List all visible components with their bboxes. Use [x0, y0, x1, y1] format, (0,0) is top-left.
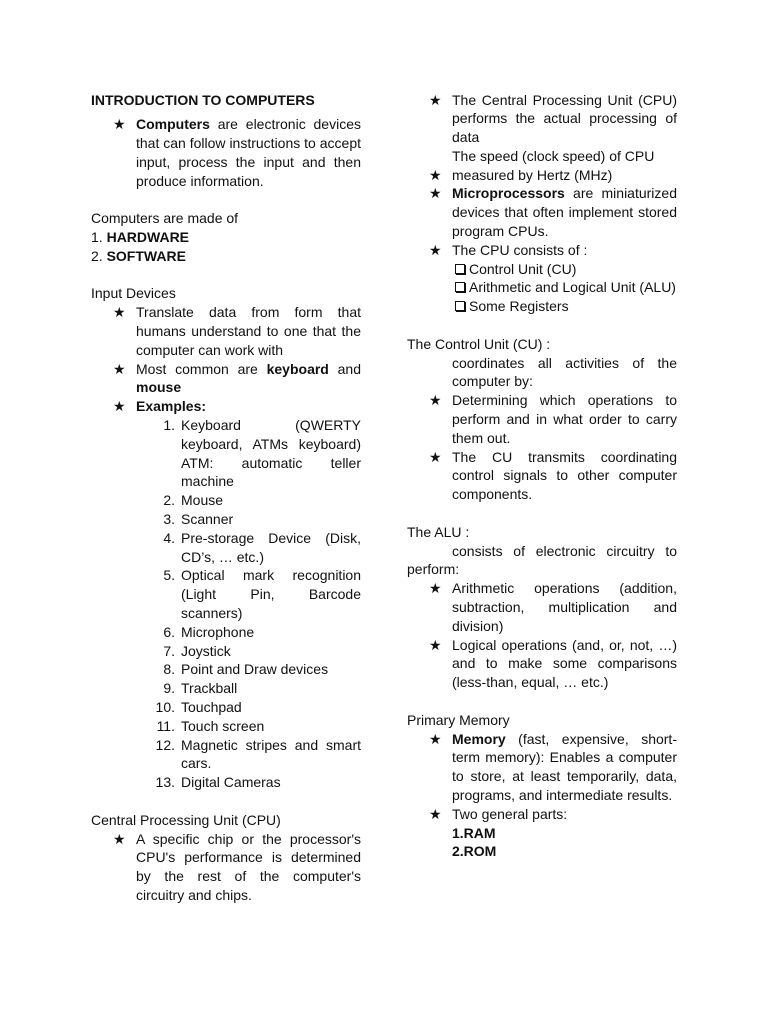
list-item: 12. Magnetic stripes and smart cars.: [155, 736, 361, 772]
star-icon: ★: [429, 91, 442, 108]
cu-heading: The Control Unit (CU) :: [407, 335, 551, 352]
star-icon: ★: [113, 116, 126, 133]
left-column: [91, 91, 361, 905]
list-item: ★ The CU transmits coordinating control signals to other computer components.: [429, 448, 677, 503]
alu-list: [407, 579, 677, 692]
checkbox-icon: [455, 282, 465, 292]
right-column: [407, 91, 677, 862]
list-item: ★ Examples:: [113, 398, 207, 415]
list-item: ★ measured by Hertz (MHz): [429, 166, 613, 183]
list-item: ★ Microprocessors are miniaturized devices that often implement stored program CPUs.: [429, 185, 677, 240]
star-icon: ★: [429, 636, 442, 653]
input-list: [91, 303, 361, 416]
list-item: ★ Determining which operations to perform and in what order to carry them out.: [429, 392, 677, 446]
rom-item: 2.ROM: [452, 843, 497, 860]
list-item: ★ A specific chip or the processor's CPU's performance is determined by the rest of the computer's circuitry and chips.: [113, 830, 361, 903]
list-item: ★ Computers are electronic devices that can follow instructions to accept input, process the input and then produce information.: [113, 116, 361, 189]
alu-description: consists of electronic circuitry to: [452, 542, 677, 559]
list-item: ★ Most common are keyboard and mouse: [113, 360, 361, 396]
star-icon: ★: [429, 730, 442, 747]
cpu-speed-text: The speed (clock speed) of CPU: [452, 147, 655, 164]
list-item: ★ Arithmetic operations (addition, subtraction, multiplication and division): [429, 580, 677, 634]
list-item: 3. Scanner: [163, 511, 234, 528]
list-item: Arithmetic and Logical Unit (ALU): [407, 278, 677, 297]
list-item: Control Unit (CU): [407, 260, 677, 279]
cpu-detail-list: [407, 91, 677, 147]
cpu-list: [91, 830, 361, 905]
star-icon: ★: [429, 166, 442, 183]
list-item: ★ Logical operations (and, or, not, …) and to make some comparisons (less-than, equal, … etc.): [429, 636, 677, 691]
list-item: 11. Touch screen: [156, 717, 265, 734]
star-icon: ★: [429, 241, 442, 258]
star-icon: ★: [429, 805, 442, 822]
checkbox-icon: [455, 301, 465, 311]
alu-heading: The ALU :: [407, 523, 470, 540]
list-item: ★ Two general parts:: [429, 805, 568, 822]
star-icon: ★: [429, 392, 442, 409]
examples-list: [91, 416, 361, 792]
list-item: ★ The Central Processing Unit (CPU) performs the actual processing of data: [429, 91, 677, 146]
star-icon: ★: [429, 580, 442, 597]
list-item: 2. Mouse: [163, 492, 224, 509]
hardware-item: 1. HARDWARE: [91, 229, 190, 246]
checkbox-icon: [455, 264, 465, 274]
ram-item: 1.RAM: [452, 824, 496, 841]
list-item: 6. Microphone: [163, 623, 255, 640]
list-item: ★ Translate data from form that humans understand to one that the computer can work with: [113, 304, 361, 358]
star-icon: ★: [113, 360, 126, 377]
list-item: ★ The CPU consists of :: [429, 241, 588, 258]
list-item: 7. Joystick: [163, 642, 231, 659]
made-of-text: Computers are made of: [91, 210, 239, 227]
list-item: 8. Point and Draw devices: [163, 661, 329, 678]
list-item: Some Registers: [407, 297, 677, 316]
star-icon: ★: [113, 398, 126, 415]
star-icon: ★: [429, 185, 442, 202]
alu-description-end: perform:: [407, 561, 460, 578]
memory-list: [407, 730, 677, 824]
software-item: 2. SOFTWARE: [91, 247, 186, 264]
list-item: 10. Touchpad: [155, 699, 242, 715]
intro-list: [91, 115, 361, 190]
star-icon: ★: [113, 830, 126, 847]
cpu-heading: Central Processing Unit (CPU): [91, 811, 281, 828]
cu-description: coordinates all activities of the computer by:: [452, 354, 677, 390]
page-title: INTRODUCTION TO COMPUTERS: [91, 91, 315, 108]
star-icon: ★: [113, 304, 126, 321]
list-item: 13. Digital Cameras: [155, 774, 281, 791]
cpu-parts-list: [407, 260, 677, 316]
list-item: 9. Trackball: [163, 680, 238, 697]
list-item: 1. Keyboard (QWERTY keyboard, ATMs keyboard) ATM: automatic teller machine: [163, 417, 361, 490]
cu-list: [407, 391, 677, 504]
list-item: 4. Pre-storage Device (Disk, CD’s, … etc.): [163, 529, 361, 565]
primary-memory-heading: Primary Memory: [407, 711, 510, 728]
list-item: ★ Memory (fast, expensive, short-term memory): Enables a computer to store, at least temporarily, data, programs, and intermediate results.: [429, 730, 677, 803]
star-icon: ★: [429, 448, 442, 465]
list-item: 5. Optical mark recognition (Light Pin, Barcode scanners): [163, 567, 361, 622]
input-devices-heading: Input Devices: [91, 285, 176, 302]
